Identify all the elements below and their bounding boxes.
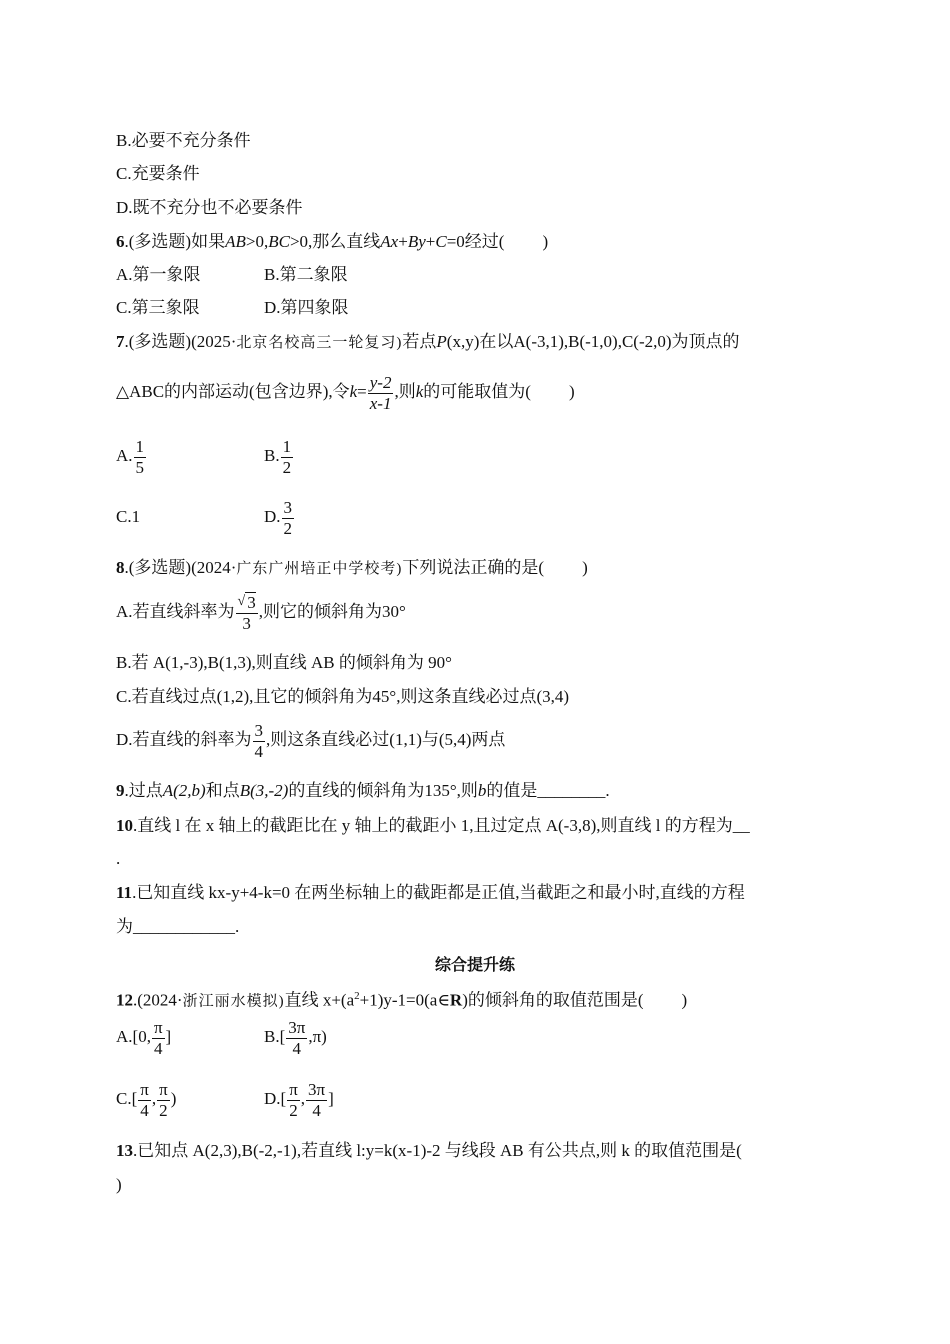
- q8-option-a: A.若直线斜率为 $\frac{^√ 3}{3}$ ,则它的倾斜角为30°: [116, 593, 406, 634]
- q13-stem: 13.已知点 A(2,3),B(-2,-1),若直线 l:y=k(x-1)-2 与线段 AB 有公共点,则 k 的取值范围是(: [116, 1141, 742, 1160]
- q7-stem-line1: 7.(多选题)(2025·北京名校高三一轮复习)若点P(x,y)在以A(-3,1),B(-1,0),C(-2,0)为顶点的: [116, 332, 740, 351]
- q6-option-b: B.第二象限: [264, 265, 348, 284]
- q8-option-d: D.若直线的斜率为 $\frac{3}{4}$ ,则这条直线必过(1,1)与(5,4)两点: [116, 720, 506, 761]
- q11-line2: 为____________.: [116, 917, 240, 936]
- q11-number: 11: [116, 883, 133, 902]
- q6-option-c: C.第三象限: [116, 298, 200, 317]
- q5-option-c: C.充要条件: [116, 164, 200, 183]
- q13-line2: ): [116, 1175, 122, 1194]
- q7-option-d: D. $\frac{3}{2}$: [264, 497, 293, 538]
- q10-answer-blank: __: [732, 816, 750, 835]
- q13-number: 13: [116, 1141, 133, 1160]
- q8-option-b: B.若 A(1,-3),B(1,3),则直线 AB 的倾斜角为 90°: [116, 653, 452, 672]
- q8-stem: 8.(多选题)(2024·广东广州培正中学校考)下列说法正确的是( ): [116, 558, 588, 577]
- q6-number: 6: [116, 232, 125, 251]
- q8-option-c: C.若直线过点(1,2),且它的倾斜角为45°,则这条直线必过点(3,4): [116, 687, 570, 706]
- q9-stem: 9.过点A(2,b)和点B(3,-2)的直线的倾斜角为135°,则b的值是________.: [116, 781, 610, 800]
- q12-stem: 12.(2024·浙江丽水模拟)直线 $x+(a^2+1)y-1=0(a\in R)$的倾斜角的取值范围是( ): [116, 990, 688, 1010]
- q6-option-d: D.第四象限: [264, 298, 349, 317]
- q7-option-b: B. $\frac{1}{2}$: [264, 436, 292, 477]
- q6-option-a: A.第一象限: [116, 265, 201, 284]
- q12-option-c: C.[ $\frac{\pi}{4}$ , $\frac{\pi}{2}$ ): [116, 1079, 177, 1120]
- section-heading: 综合提升练: [434, 957, 515, 974]
- q9-answer-blank: ________: [537, 781, 606, 800]
- q12-option-a: A.[0, $\frac{\pi}{4}$ ]: [116, 1017, 172, 1058]
- q12-option-d: D.[ $\frac{\pi}{2}$ , $\frac{3\pi}{4}$ ]: [264, 1079, 334, 1120]
- q11-answer-blank: ____________: [133, 917, 235, 936]
- q5-option-b: B.必要不充分条件: [116, 131, 251, 150]
- sqrt-icon: √: [237, 594, 246, 610]
- q12-number: 12: [116, 990, 133, 1010]
- q9-number: 9: [116, 781, 125, 800]
- q10-stem: 10.直线 l 在 x 轴上的截距比在 y 轴上的截距小 1,且过定点 A(-3,8),则直线 l 的方程为__: [116, 816, 750, 835]
- q11-stem: 11.已知直线 kx-y+4-k=0 在两坐标轴上的截距都是正值,当截距之和最小时,直线的方程: [116, 883, 745, 902]
- q6-stem: 6.(多选题)如果AB>0,BC>0,那么直线Ax+By+C=0经过( ): [116, 232, 549, 251]
- q7-option-a: A. $\frac{1}{5}$: [116, 436, 145, 477]
- q8-number: 8: [116, 558, 125, 577]
- q10-number: 10: [116, 816, 133, 835]
- q7-option-c: C.1: [116, 507, 141, 526]
- q12-option-b: B.[ $\frac{3\pi}{4}$ ,π): [264, 1017, 327, 1058]
- q7-stem-line2: △ABC的内部运动(包含边界),令k= $\frac{y-2}{x-1}$ ,则k的可能取值为( ): [116, 372, 575, 413]
- q7-fraction: $\frac{y-2}{x-1}$: [369, 372, 392, 413]
- q7-number: 7: [116, 332, 125, 351]
- q10-line2: .: [116, 849, 121, 868]
- q5-option-d: D.既不充分也不必要条件: [116, 198, 303, 217]
